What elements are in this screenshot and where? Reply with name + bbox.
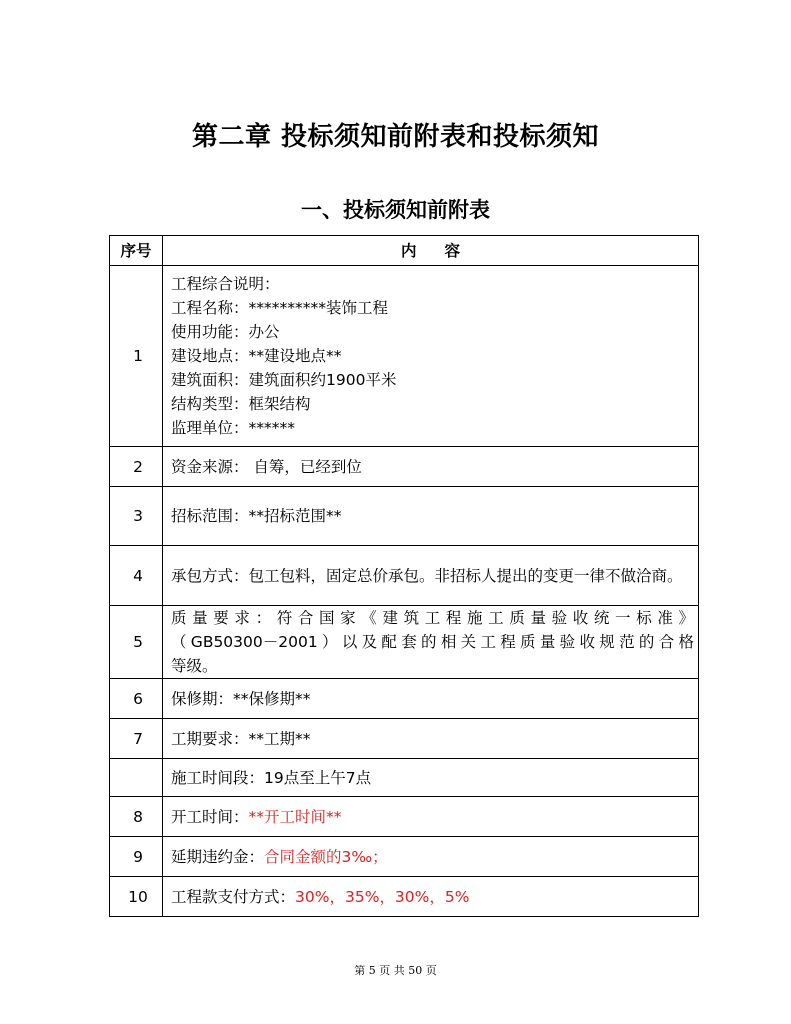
- header-no: 序号: [110, 236, 163, 266]
- content-line: 建筑面积：建筑面积约1900平米: [171, 371, 397, 389]
- table-row: [110, 447, 699, 487]
- row-number: 5: [110, 606, 163, 679]
- chapter-title: 第二章 投标须知前附表和投标须知: [191, 122, 600, 152]
- table-header-row: [110, 236, 699, 266]
- content-line: 使用功能：办公: [171, 323, 280, 341]
- row-number: 9: [110, 837, 163, 877]
- row-number: 1: [110, 266, 163, 447]
- row-content: [163, 266, 699, 447]
- table-row: [110, 719, 699, 759]
- table-row: [110, 877, 699, 917]
- row-number: 7: [110, 719, 163, 759]
- row-number: 10: [110, 877, 163, 917]
- section-title: 一、投标须知前附表: [301, 198, 490, 222]
- row-value-highlight: **开工时间**: [248, 807, 342, 826]
- row-content: [163, 606, 699, 679]
- table-row: [110, 487, 699, 546]
- row-content: 工期要求：**工期**: [163, 719, 699, 759]
- table-row: [110, 759, 699, 797]
- table-row: [110, 679, 699, 719]
- row-number: 2: [110, 447, 163, 487]
- row-content: [163, 797, 699, 837]
- row-content: 保修期：**保修期**: [163, 679, 699, 719]
- bid-instructions-table: [109, 235, 699, 917]
- row-content: [163, 877, 699, 917]
- row-content: 施工时间段：19点至上午7点: [163, 759, 699, 797]
- table-row: [110, 606, 699, 679]
- table-row: [110, 837, 699, 877]
- row-number: 4: [110, 546, 163, 606]
- row-number: 3: [110, 487, 163, 546]
- content-line: （GB50300－2001）以及配套的相关工程质量验收规范的合格: [171, 633, 694, 651]
- row-label: 工程款支付方式：: [171, 887, 296, 906]
- table-row: [110, 266, 699, 447]
- row-content: [163, 837, 699, 877]
- page-footer: 第 5 页 共 50 页: [354, 964, 437, 977]
- row-value-highlight: 合同金额的3‰；: [264, 847, 388, 866]
- row-number: [110, 759, 163, 797]
- row-label: 延期违约金：: [171, 847, 265, 866]
- row-value-highlight: 30%，35%，30%，5%: [295, 887, 470, 906]
- row-number: 6: [110, 679, 163, 719]
- row-content: 承包方式：包工包料，固定总价承包。非招标人提出的变更一律不做洽商。: [163, 546, 699, 606]
- content-line: 等级。: [171, 657, 218, 675]
- row-label: 开工时间：: [171, 807, 249, 826]
- content-line: 建设地点：**建设地点**: [171, 347, 342, 365]
- table-row: [110, 546, 699, 606]
- header-content: 内容: [163, 236, 699, 266]
- content-line: 工程综合说明：: [171, 275, 280, 293]
- content-line: 质量要求：符合国家《建筑工程施工质量验收统一标准》: [171, 609, 694, 627]
- content-line: 监理单位：******: [171, 419, 296, 437]
- row-number: 8: [110, 797, 163, 837]
- table-row: [110, 797, 699, 837]
- row-content: 招标范围：**招标范围**: [163, 487, 699, 546]
- content-line: 结构类型：框架结构: [171, 395, 311, 413]
- content-line: 工程名称：**********装饰工程: [171, 299, 389, 317]
- row-content: 资金来源： 自筹，已经到位: [163, 447, 699, 487]
